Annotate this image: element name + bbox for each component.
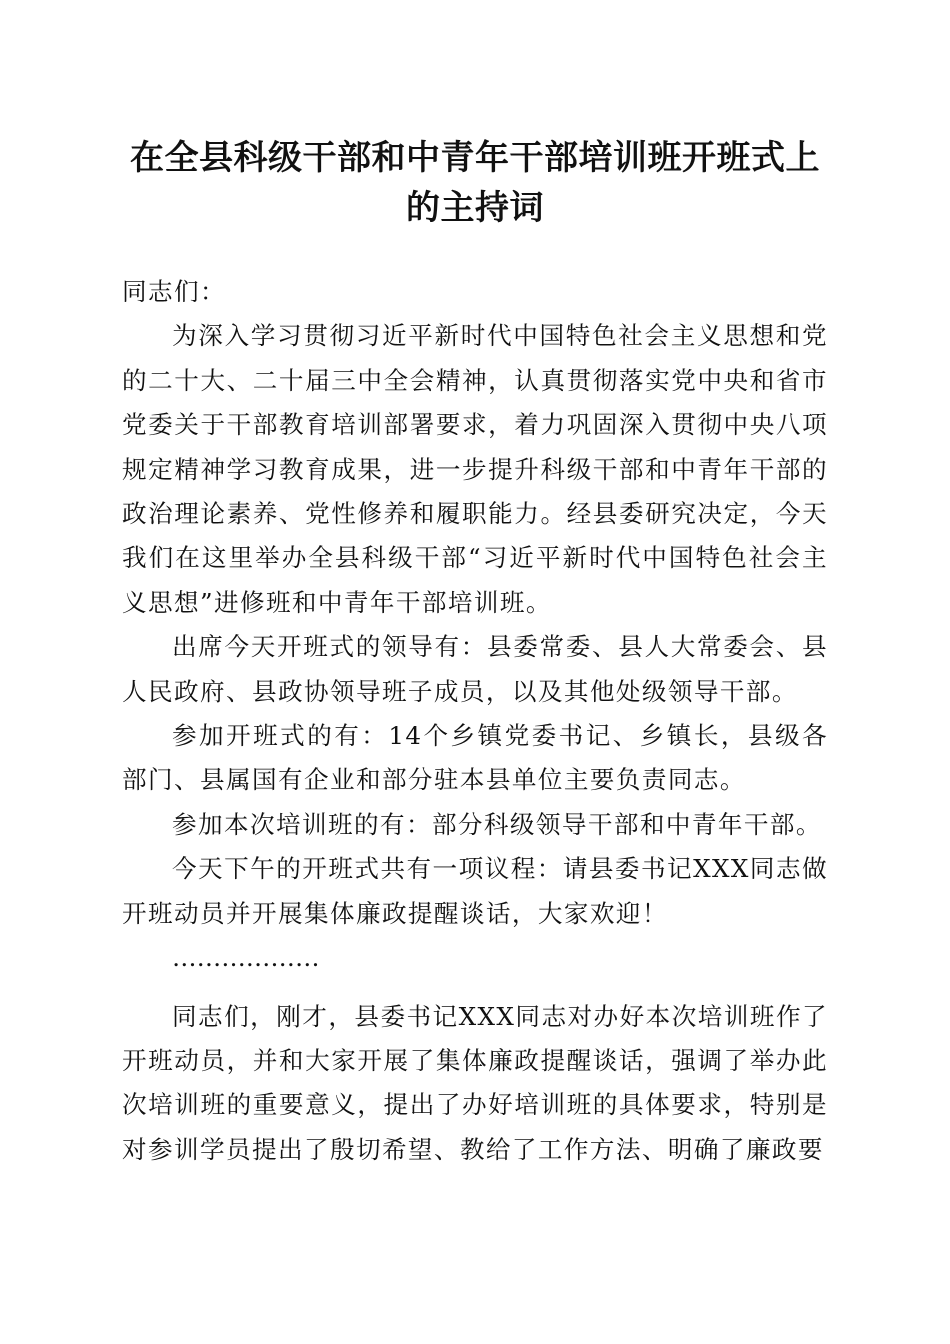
paragraph-trainees: 参加本次培训班的有：部分科级领导干部和中青年干部。 <box>172 809 822 839</box>
paragraph-participants: 参加开班式的有：14个乡镇党委书记、乡镇长，县级各部门、县属国有企业和部分驻本县单位主要负责同志。 <box>122 721 828 795</box>
section-ellipsis: ……………… <box>172 943 320 973</box>
paragraph-attending-leaders: 出席今天开班式的领导有：县委常委、县人大常委会、县人民政府、县政协领导班子成员，以及其他处级领导干部。 <box>122 632 828 706</box>
document-body <box>122 270 828 1172</box>
document-title <box>110 133 840 233</box>
title-line-1: 在全县科级干部和中青年干部培训班开班式上 <box>130 138 820 178</box>
greeting: 同志们： <box>122 277 226 306</box>
paragraph-purpose: 为深入学习贯彻习近平新时代中国特色社会主义思想和党的二十大、二十届三中全会精神，认真贯彻落实党中央和省市党委关于干部教育培训部署要求，着力巩固深入贯彻中央八项规定精神学习教育成果，进一步提升科级干部和中青年干部的政治理论素养、党性修养和履职能力。经县委研究决定，今天我们在这里举办全县科级干部“习近平新时代中国特色社会主义思想”进修班和中青年干部培训班。 <box>122 321 828 617</box>
paragraph-agenda: 今天下午的开班式共有一项议程：请县委书记XXX同志做开班动员并开展集体廉政提醒谈话，大家欢迎！ <box>122 854 828 928</box>
paragraph-closing: 同志们，刚才，县委书记XXX同志对办好本次培训班作了开班动员，并和大家开展了集体廉政提醒谈话，强调了举办此次培训班的重要意义，提出了办好培训班的具体要求，特别是对参训学员提出了殷切希望、教给了工作方法、明确了廉政要 <box>122 1001 828 1164</box>
title-line-2: 的主持词 <box>406 188 544 228</box>
